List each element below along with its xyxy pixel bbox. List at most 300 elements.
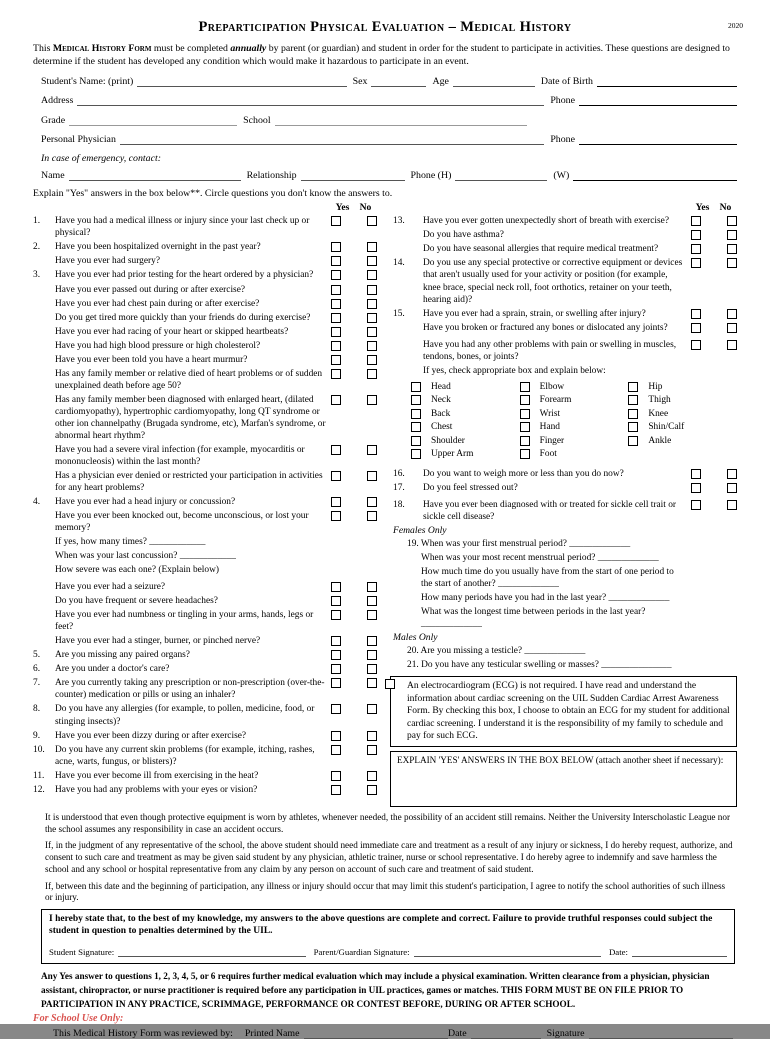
yes-checkbox[interactable]: [331, 216, 341, 226]
no-checkbox[interactable]: [367, 704, 377, 714]
yes-checkbox[interactable]: [331, 270, 341, 280]
question-row: [33, 663, 377, 675]
bodypart-checkbox-head[interactable]: [411, 382, 421, 392]
no-checkbox[interactable]: [367, 785, 377, 795]
question-row: [33, 470, 377, 494]
body-part-label: Elbow: [539, 381, 565, 392]
clearance-note: Any Yes answer to questions 1, 2, 3, 4, 5, or 6 requires further medical evaluation which may include a physical examination. Written clearance from a physician, physician assistant, chiropractor, or nurse practitioner is required before any participation in UIL practices, games or matches. THIS FORM MUST BE ON FILE PRIOR TO PARTICIPATION IN ANY PRACTICE, SCRIMMAGE, PERFORMANCE OR CONTEST BEFORE, DURING OR AFTER SCHOOL.: [41, 970, 710, 1010]
yes-checkbox[interactable]: [331, 341, 341, 351]
no-checkbox[interactable]: [727, 258, 737, 268]
question-row: [33, 241, 377, 253]
answer-boxes: [691, 322, 737, 333]
question-text: Do you have asthma?: [423, 230, 504, 241]
review-prefix: This Medical History Form was reviewed by:: [53, 1027, 233, 1039]
body-part-label: Back: [431, 408, 451, 419]
phone-field[interactable]: [579, 94, 737, 106]
question-row: [33, 595, 377, 607]
answer-boxes: [691, 468, 737, 479]
body-part-label: Neck: [431, 395, 451, 406]
body-part-item: [520, 449, 629, 459]
question-row: [393, 322, 737, 334]
answer-boxes: [331, 510, 377, 521]
question-text: How severe was each one? (Explain below): [55, 565, 219, 576]
legal-paragraph-2: If, in the judgment of any representative of the school, the above student should need immediate care and treatment as a result of any injury or sickness, I do hereby request, authorize, and consent to such care and treatment as may be given said student by any physician, athletic trainer, nurse or school representative. I do hereby agree to indemnify and save harmless the school and any school or hospital representative from any claim by any person on account of such care and treatment of said student.: [45, 840, 733, 874]
physician-field[interactable]: [120, 133, 544, 145]
emergency-name-label: Name: [41, 169, 65, 181]
question-row: [421, 606, 737, 630]
field-row: [41, 94, 737, 106]
ecg-text: An electrocardiogram (ECG) is not required. I have read and understand the information about cardiac screening on the UIL Sudden Cardiac Arrest Awareness Form. By checking this box, I choose to obtain an ECG for my student for additional cardiac screening. I understand it is the responsibility of my family to schedule and pay for such ECG.: [407, 681, 730, 742]
question-row: [33, 730, 377, 742]
question-row: [393, 482, 737, 494]
signature-statement: I hereby state that, to the best of my knowledge, my answers to the above questions are complete and correct. Failure to provide truthful responses could subject the student in question to penalties determined by the UIL.: [49, 914, 713, 937]
no-checkbox[interactable]: [367, 256, 377, 266]
explain-note: Explain "Yes" answers in the box below**. Circle questions you don't know the answers to.: [33, 188, 393, 200]
review-date-label: Date: [448, 1027, 467, 1039]
no-checkbox[interactable]: [727, 216, 737, 226]
no-checkbox[interactable]: [367, 745, 377, 755]
no-checkbox[interactable]: [367, 216, 377, 226]
question-number: 17.: [393, 482, 405, 493]
yes-checkbox[interactable]: [331, 650, 341, 660]
question-row: [33, 326, 377, 338]
no-checkbox[interactable]: [367, 610, 377, 620]
school-field[interactable]: [275, 114, 527, 126]
body-part-label: Finger: [539, 435, 565, 446]
no-checkbox[interactable]: [367, 327, 377, 337]
question-text: When was your most recent menstrual period? _____________: [421, 552, 659, 563]
review-date-field[interactable]: [471, 1027, 541, 1039]
answer-boxes: [331, 730, 377, 741]
body-part-item: [628, 382, 737, 392]
question-text: If yes, how many times? ____________: [55, 537, 206, 548]
question-text: Have you ever had chest pain during or after exercise?: [55, 298, 260, 309]
question-number: 13.: [393, 216, 405, 227]
no-checkbox[interactable]: [727, 230, 737, 240]
questions-right: [393, 202, 737, 806]
body-part-item: [411, 436, 520, 446]
yes-checkbox[interactable]: [331, 327, 341, 337]
bodypart-checkbox-shin-calf[interactable]: [628, 422, 638, 432]
yes-checkbox[interactable]: [331, 582, 341, 592]
body-part-label: Shin/Calf: [648, 422, 685, 433]
yes-checkbox[interactable]: [691, 230, 701, 240]
no-checkbox[interactable]: [367, 596, 377, 606]
signature-box: [41, 909, 735, 964]
emergency-contact-heading: In case of emergency, contact:: [41, 152, 162, 164]
question-number: 16.: [393, 468, 405, 479]
no-checkbox[interactable]: [367, 582, 377, 592]
question-row: [33, 298, 377, 310]
sex-field[interactable]: [371, 75, 426, 87]
intro-paragraph: [33, 43, 737, 69]
bodypart-checkbox-knee[interactable]: [628, 409, 638, 419]
answer-boxes: [331, 649, 377, 660]
legal-paragraph-1: It is understood that even though protective equipment is worn by athletes, whenever needed, the possibility of an accident still remains. Neither the University Interscholastic League nor the school assumes any responsibility in case an accident occurs.: [45, 811, 731, 834]
question-text: Are you currently taking any prescription or non-prescription (over-the-counter) medication or pills or using an inhaler?: [55, 678, 325, 701]
section-label: Females Only: [393, 524, 447, 536]
answer-boxes: [331, 609, 377, 620]
phone-label: Phone: [550, 95, 575, 107]
body-part-item: [628, 395, 737, 405]
yes-checkbox[interactable]: [331, 497, 341, 507]
question-text: How much time do you usually have from the start of one period to the start of another? _____________: [421, 566, 674, 589]
yes-checkbox[interactable]: [331, 471, 341, 481]
question-text: Have you ever been dizzy during or after exercise?: [55, 730, 247, 741]
question-row: [33, 215, 377, 239]
no-checkbox[interactable]: [727, 483, 737, 493]
question-row: [393, 365, 737, 377]
question-row: [33, 269, 377, 281]
question-row: [407, 659, 737, 671]
bodypart-checkbox-hip[interactable]: [628, 382, 638, 392]
body-part-item: [520, 409, 629, 419]
question-row: [33, 677, 377, 701]
signature-date-field[interactable]: [632, 945, 727, 957]
body-part-label: Ankle: [648, 435, 672, 446]
no-checkbox[interactable]: [727, 244, 737, 254]
yes-checkbox[interactable]: [331, 395, 341, 405]
question-number: 10.: [33, 744, 45, 755]
relationship-field[interactable]: [301, 169, 405, 181]
question-text: Do you want to weigh more or less than you do now?: [423, 468, 624, 479]
question-row: [33, 784, 377, 796]
phone-h-field[interactable]: [455, 169, 547, 181]
answer-boxes: [331, 215, 377, 226]
answer-boxes: [691, 257, 737, 268]
answer-boxes: [331, 444, 377, 455]
body-part-item: [411, 409, 520, 419]
question-text: When was your last concussion? ____________: [55, 551, 236, 562]
question-number: 3.: [33, 270, 41, 281]
no-checkbox[interactable]: [367, 511, 377, 521]
question-row: [393, 308, 737, 320]
yes-checkbox[interactable]: [691, 244, 701, 254]
yes-checkbox[interactable]: [331, 299, 341, 309]
yes-checkbox[interactable]: [691, 483, 701, 493]
question-row: [33, 703, 377, 727]
no-checkbox[interactable]: [727, 323, 737, 333]
no-checkbox[interactable]: [367, 299, 377, 309]
bodypart-checkbox-ankle[interactable]: [628, 436, 638, 446]
no-checkbox[interactable]: [367, 650, 377, 660]
yes-checkbox[interactable]: [691, 340, 701, 350]
left-question-list: [33, 215, 377, 795]
student-signature-field[interactable]: [118, 945, 305, 957]
no-checkbox[interactable]: [367, 664, 377, 674]
review-row: [53, 1027, 733, 1039]
yes-checkbox[interactable]: [331, 445, 341, 455]
body-parts-grid: [411, 382, 737, 463]
question-text: Do you have any current skin problems (for example, itching, rashes, acne, warts, fungus, or blisters)?: [55, 744, 315, 767]
header-fields: [41, 75, 737, 181]
body-part-item: [411, 382, 520, 392]
field-row: [41, 133, 737, 145]
question-text: Have you ever had racing of your heart or skipped heartbeats?: [55, 326, 289, 337]
yes-checkbox[interactable]: [331, 369, 341, 379]
question-row: [33, 312, 377, 324]
question-row: [33, 744, 377, 768]
answer-boxes: [691, 339, 737, 350]
yes-checkbox[interactable]: [331, 313, 341, 323]
bodypart-checkbox-wrist[interactable]: [520, 409, 530, 419]
question-number: 7.: [33, 678, 41, 689]
question-row: [33, 255, 377, 267]
question-row: [393, 257, 737, 305]
question-text: 21. Do you have any testicular swelling or masses? _______________: [407, 660, 672, 671]
printed-name-field[interactable]: [304, 1027, 449, 1039]
yes-checkbox[interactable]: [331, 242, 341, 252]
body-part-item: [628, 409, 737, 419]
no-checkbox[interactable]: [367, 285, 377, 295]
question-row: [393, 215, 737, 227]
yes-checkbox[interactable]: [331, 596, 341, 606]
yes-checkbox[interactable]: [331, 678, 341, 688]
student-name-label: Student's Name: (print): [41, 75, 134, 87]
phone-w-field[interactable]: [573, 169, 737, 181]
yes-checkbox[interactable]: [331, 785, 341, 795]
no-checkbox[interactable]: [727, 500, 737, 510]
no-checkbox[interactable]: [367, 270, 377, 280]
question-number: 14.: [393, 258, 405, 269]
dob-label: Date of Birth: [540, 75, 593, 87]
question-text: Have you ever passed out during or after exercise?: [55, 284, 246, 295]
question-text: Have you had a medical illness or injury since your last check up or physical?: [55, 216, 310, 239]
yes-checkbox[interactable]: [331, 664, 341, 674]
bodypart-checkbox-back[interactable]: [411, 409, 421, 419]
phone-h-label: Phone (H): [410, 169, 452, 181]
question-number: 15.: [393, 308, 405, 319]
question-text: Have you had any other problems with pain or swelling in muscles, tendons, bones, or joints?: [423, 339, 677, 362]
no-checkbox[interactable]: [727, 309, 737, 319]
body-part-label: Hip: [648, 381, 663, 392]
yes-checkbox[interactable]: [691, 469, 701, 479]
answer-boxes: [331, 703, 377, 714]
no-checkbox[interactable]: [367, 471, 377, 481]
question-number: 11.: [33, 770, 45, 781]
question-row: [407, 538, 737, 550]
question-row: [407, 645, 737, 657]
question-row: [33, 284, 377, 296]
no-checkbox[interactable]: [367, 636, 377, 646]
no-checkbox[interactable]: [367, 355, 377, 365]
bodypart-checkbox-hand[interactable]: [520, 422, 530, 432]
answer-boxes: [331, 635, 377, 646]
student-signature-label: Student Signature:: [49, 946, 115, 957]
no-checkbox[interactable]: [367, 313, 377, 323]
no-checkbox[interactable]: [367, 731, 377, 741]
yes-checkbox[interactable]: [331, 610, 341, 620]
question-text: Have you ever had a stinger, burner, or pinched nerve?: [55, 636, 261, 647]
question-text: Have you had a severe viral infection (for example, myocarditis or mononucleosis) within the last month?: [55, 444, 305, 467]
answer-boxes: [691, 499, 737, 510]
no-checkbox[interactable]: [367, 395, 377, 405]
yes-checkbox[interactable]: [691, 309, 701, 319]
no-checkbox[interactable]: [367, 678, 377, 688]
body-part-item: [520, 395, 629, 405]
question-row: [393, 229, 737, 241]
question-number: 1.: [33, 216, 41, 227]
bottom-section: [33, 812, 737, 1039]
bodypart-checkbox-foot[interactable]: [520, 449, 530, 459]
question-row: [33, 340, 377, 352]
bodypart-checkbox-forearm[interactable]: [520, 395, 530, 405]
body-parts-column: [628, 382, 737, 463]
explain-box-label: EXPLAIN 'YES' ANSWERS IN THE BOX BELOW (attach another sheet if necessary):: [397, 754, 724, 765]
school-label: School: [243, 114, 271, 126]
yes-checkbox[interactable]: [331, 256, 341, 266]
yes-header: Yes: [695, 202, 710, 214]
question-text: How many periods have you had in the last year? _____________: [421, 592, 670, 603]
grade-field[interactable]: [69, 114, 237, 126]
yes-checkbox[interactable]: [331, 355, 341, 365]
address-field[interactable]: [77, 94, 544, 106]
answer-boxes: [331, 770, 377, 781]
no-checkbox[interactable]: [367, 497, 377, 507]
question-text: Have you broken or fractured any bones or dislocated any joints?: [423, 322, 668, 333]
body-parts-column: [520, 382, 629, 463]
question-row: [33, 550, 377, 562]
question-row: [33, 368, 377, 392]
question-row: [33, 609, 377, 633]
yes-checkbox[interactable]: [331, 636, 341, 646]
emergency-name-field[interactable]: [69, 169, 241, 181]
question-text: Have you ever had a sprain, strain, or swelling after injury?: [423, 308, 646, 319]
question-row: [33, 510, 377, 534]
question-text: Are you under a doctor's care?: [55, 664, 170, 675]
body-part-label: Shoulder: [431, 435, 465, 446]
body-part-item: [520, 422, 629, 432]
yes-checkbox[interactable]: [331, 771, 341, 781]
phone-w-label: (W): [553, 169, 570, 181]
review-signature-label: Signature: [546, 1027, 585, 1039]
answer-boxes: [331, 470, 377, 481]
answer-boxes: [691, 229, 737, 240]
question-text: Have you ever been told you have a heart murmur?: [55, 354, 248, 365]
question-row: [33, 564, 377, 576]
yes-checkbox[interactable]: [331, 745, 341, 755]
no-checkbox[interactable]: [727, 340, 737, 350]
yes-checkbox[interactable]: [691, 500, 701, 510]
bodypart-checkbox-thigh[interactable]: [628, 395, 638, 405]
body-part-item: [520, 436, 629, 446]
ecg-checkbox[interactable]: [385, 679, 395, 689]
body-part-label: Wrist: [539, 408, 561, 419]
intro-mid: must be completed: [151, 43, 231, 54]
question-text: 20. Are you missing a testicle? _____________: [407, 646, 586, 657]
question-row: [393, 243, 737, 255]
answer-boxes: [691, 215, 737, 226]
answer-boxes: [331, 663, 377, 674]
answer-boxes: [331, 595, 377, 606]
printed-name-label: Printed Name: [244, 1027, 300, 1039]
yes-checkbox[interactable]: [691, 258, 701, 268]
bodypart-checkbox-finger[interactable]: [520, 436, 530, 446]
question-text: Have you ever been knocked out, become unconscious, or lost your memory?: [55, 511, 309, 534]
question-number: 12.: [33, 784, 45, 795]
no-checkbox[interactable]: [367, 341, 377, 351]
bodypart-checkbox-neck[interactable]: [411, 395, 421, 405]
question-row: [421, 552, 737, 564]
yes-header: Yes: [335, 202, 350, 214]
no-checkbox[interactable]: [367, 771, 377, 781]
yes-checkbox[interactable]: [691, 216, 701, 226]
age-label: Age: [432, 75, 449, 87]
no-header: No: [359, 202, 372, 214]
body-part-item: [411, 395, 520, 405]
parent-signature-field[interactable]: [414, 945, 601, 957]
question-text: Have you ever become ill from exercising in the heat?: [55, 770, 259, 781]
body-part-label: Hand: [539, 422, 560, 433]
question-row: [33, 496, 377, 508]
student-name-field[interactable]: [137, 75, 346, 87]
answer-boxes: [331, 241, 377, 252]
yes-checkbox[interactable]: [331, 285, 341, 295]
question-row: [421, 592, 737, 604]
yes-checkbox[interactable]: [691, 323, 701, 333]
bodypart-checkbox-upper-arm[interactable]: [411, 449, 421, 459]
answer-boxes: [331, 581, 377, 592]
yes-checkbox[interactable]: [331, 511, 341, 521]
no-checkbox[interactable]: [727, 469, 737, 479]
body-part-label: Thigh: [648, 395, 671, 406]
yes-checkbox[interactable]: [331, 704, 341, 714]
body-part-label: Chest: [431, 422, 453, 433]
no-header: No: [719, 202, 732, 214]
age-field[interactable]: [453, 75, 535, 87]
section-label: Males Only: [393, 632, 438, 644]
bodypart-checkbox-elbow[interactable]: [520, 382, 530, 392]
field-row: [41, 75, 737, 87]
question-row: [393, 339, 737, 363]
answer-boxes: [331, 744, 377, 755]
field-row: [41, 114, 737, 126]
field-row: [41, 169, 737, 181]
question-text: Have you ever had a seizure?: [55, 582, 166, 593]
answer-boxes: [691, 482, 737, 493]
physician-label: Personal Physician: [41, 134, 116, 146]
question-text: Have you ever had prior testing for the heart ordered by a physician?: [55, 270, 314, 281]
questions-area: [33, 202, 737, 806]
no-checkbox[interactable]: [367, 369, 377, 379]
question-text: Have you ever had a head injury or concussion?: [55, 497, 236, 507]
question-number: 9.: [33, 730, 41, 741]
question-row: [33, 635, 377, 647]
question-row: [33, 649, 377, 661]
bodypart-checkbox-chest[interactable]: [411, 422, 421, 432]
body-parts-column: [411, 382, 520, 463]
physician-phone-field[interactable]: [579, 133, 737, 145]
school-use-label: For School Use Only:: [33, 1012, 124, 1024]
question-row: [33, 536, 377, 548]
body-part-item: [411, 449, 520, 459]
grade-label: Grade: [41, 114, 66, 126]
signature-date-label: Date:: [608, 946, 629, 957]
no-checkbox[interactable]: [367, 445, 377, 455]
no-checkbox[interactable]: [367, 242, 377, 252]
dob-field[interactable]: [597, 75, 737, 87]
sex-label: Sex: [352, 75, 368, 87]
answer-boxes: [331, 368, 377, 379]
yes-checkbox[interactable]: [331, 731, 341, 741]
answer-boxes: [331, 496, 377, 507]
intro-post: by parent (or guardian) and student in order for the student to participate in activities. These questions are designed to determine if the student has developed any condition which would make it hazardous to participate in an event.: [33, 43, 730, 67]
question-text: Have you ever had numbness or tingling in your arms, hands, legs or feet?: [55, 610, 314, 633]
explain-answers-box[interactable]: [390, 751, 737, 807]
bodypart-checkbox-shoulder[interactable]: [411, 436, 421, 446]
right-question-list: [393, 215, 737, 671]
review-signature-field[interactable]: [589, 1027, 734, 1039]
